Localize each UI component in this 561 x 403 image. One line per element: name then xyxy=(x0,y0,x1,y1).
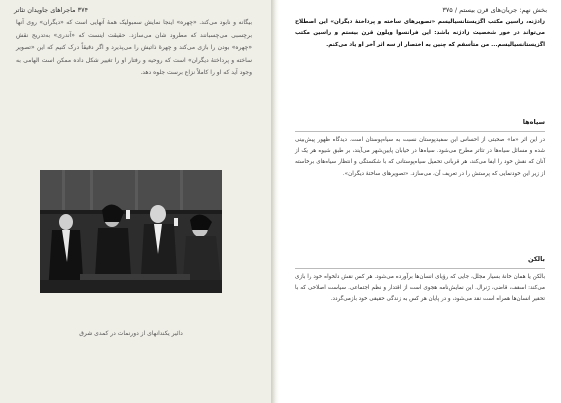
stage-photo xyxy=(40,170,222,293)
left-page-header: ۳۷۴ ماجراهای جاویدان تئاتر xyxy=(14,6,89,14)
right-page-header: بخش نهم: جریان‌های قرن بیستم / ۳۷۵ xyxy=(442,6,547,14)
section-heading-blacks: سیاه‌ها xyxy=(522,118,545,126)
section-text-balcony: بالکن یا همان خانهٔ بسیار مجلل، جایی که رؤیای انسان‌ها برآورده می‌شود. هر کس نقش دلخواه خود را بازی می‌کند: اسقف، قاضی، ژنرال. این نمایش‌نامه هجوی است از اقتدار و نظم اجتماعی. سیاست اصلاحی که با تحقیر انسان‌ها همراه است نقد می‌شود، و در پایان هر کس به زندگی حقیقی خود بازمی‌گردد. xyxy=(295,274,545,303)
section-divider xyxy=(295,268,545,269)
book-gutter xyxy=(271,0,279,403)
left-page-paragraph: بیگانه و نابود می‌کند. «چهره» اینجا نمایش سمبولیک همهٔ آنهایی است که «دیگران» روی آنها برچسبی می‌چسبانند که مطرود شان می‌سازد. حقیقت اینست که «آندری» به‌تدریج نقش «چهره» بودن را بازی می‌کند و چهرهٔ ذاتیش را می‌پذیرد و اگر دقیقاً درک کنیم که این «تصویر ساخته و پرداختهٔ دیگران» است که روحیه و رفتار او را تغییر شکل داده ممکن است الهامی به وجود آید که او را کاملاً نزاع برست جلوه دهد. xyxy=(16,19,252,77)
section-divider xyxy=(295,131,545,132)
section-heading-balcony: بالکن xyxy=(528,255,545,263)
photo-caption: دائیر یکندانهای از دورنمات در کمدی شرق xyxy=(79,330,183,337)
section-text-blacks: در این اثر «ما» صحبتی از احساس این سفیدپوستان نسبت به سیاه‌پوستان است. دیدگاه ظهور پیش‌بینی شده و مسائل سیاه‌ها در تئاتر مطرح می‌شود. سیاه‌ها در خیابان پایین‌شهر می‌آیند، بر طبق شیوه هر یک از آنان که نقش خود را ایفا می‌کند، هر قربانی تحمیل سیاه‌پوستانی که با شکستگی و انتظار سیاه‌های برخاسته از زیر این خودنمایی که پرستش را در تعریف آن، می‌سازد. «تصویرهای ساختهٔ دیگران». xyxy=(295,137,545,177)
intro-paragraph: زادژنه، راسین مکتب اگزیستانسیالیسم «تصویرهای ساخته و پرداختهٔ دیگران» این اصطلاح می‌تواند در خور شخصیت زادژنه باشد: این فرانسوا ویلون قرن بیستم و راسین مکتب اگزیستانسیالیسم... من متأسفم که چنین به اختصار از سه اثر آخر او یاد می‌کنم. xyxy=(295,19,545,48)
right-page xyxy=(279,0,561,403)
left-page xyxy=(0,0,271,403)
